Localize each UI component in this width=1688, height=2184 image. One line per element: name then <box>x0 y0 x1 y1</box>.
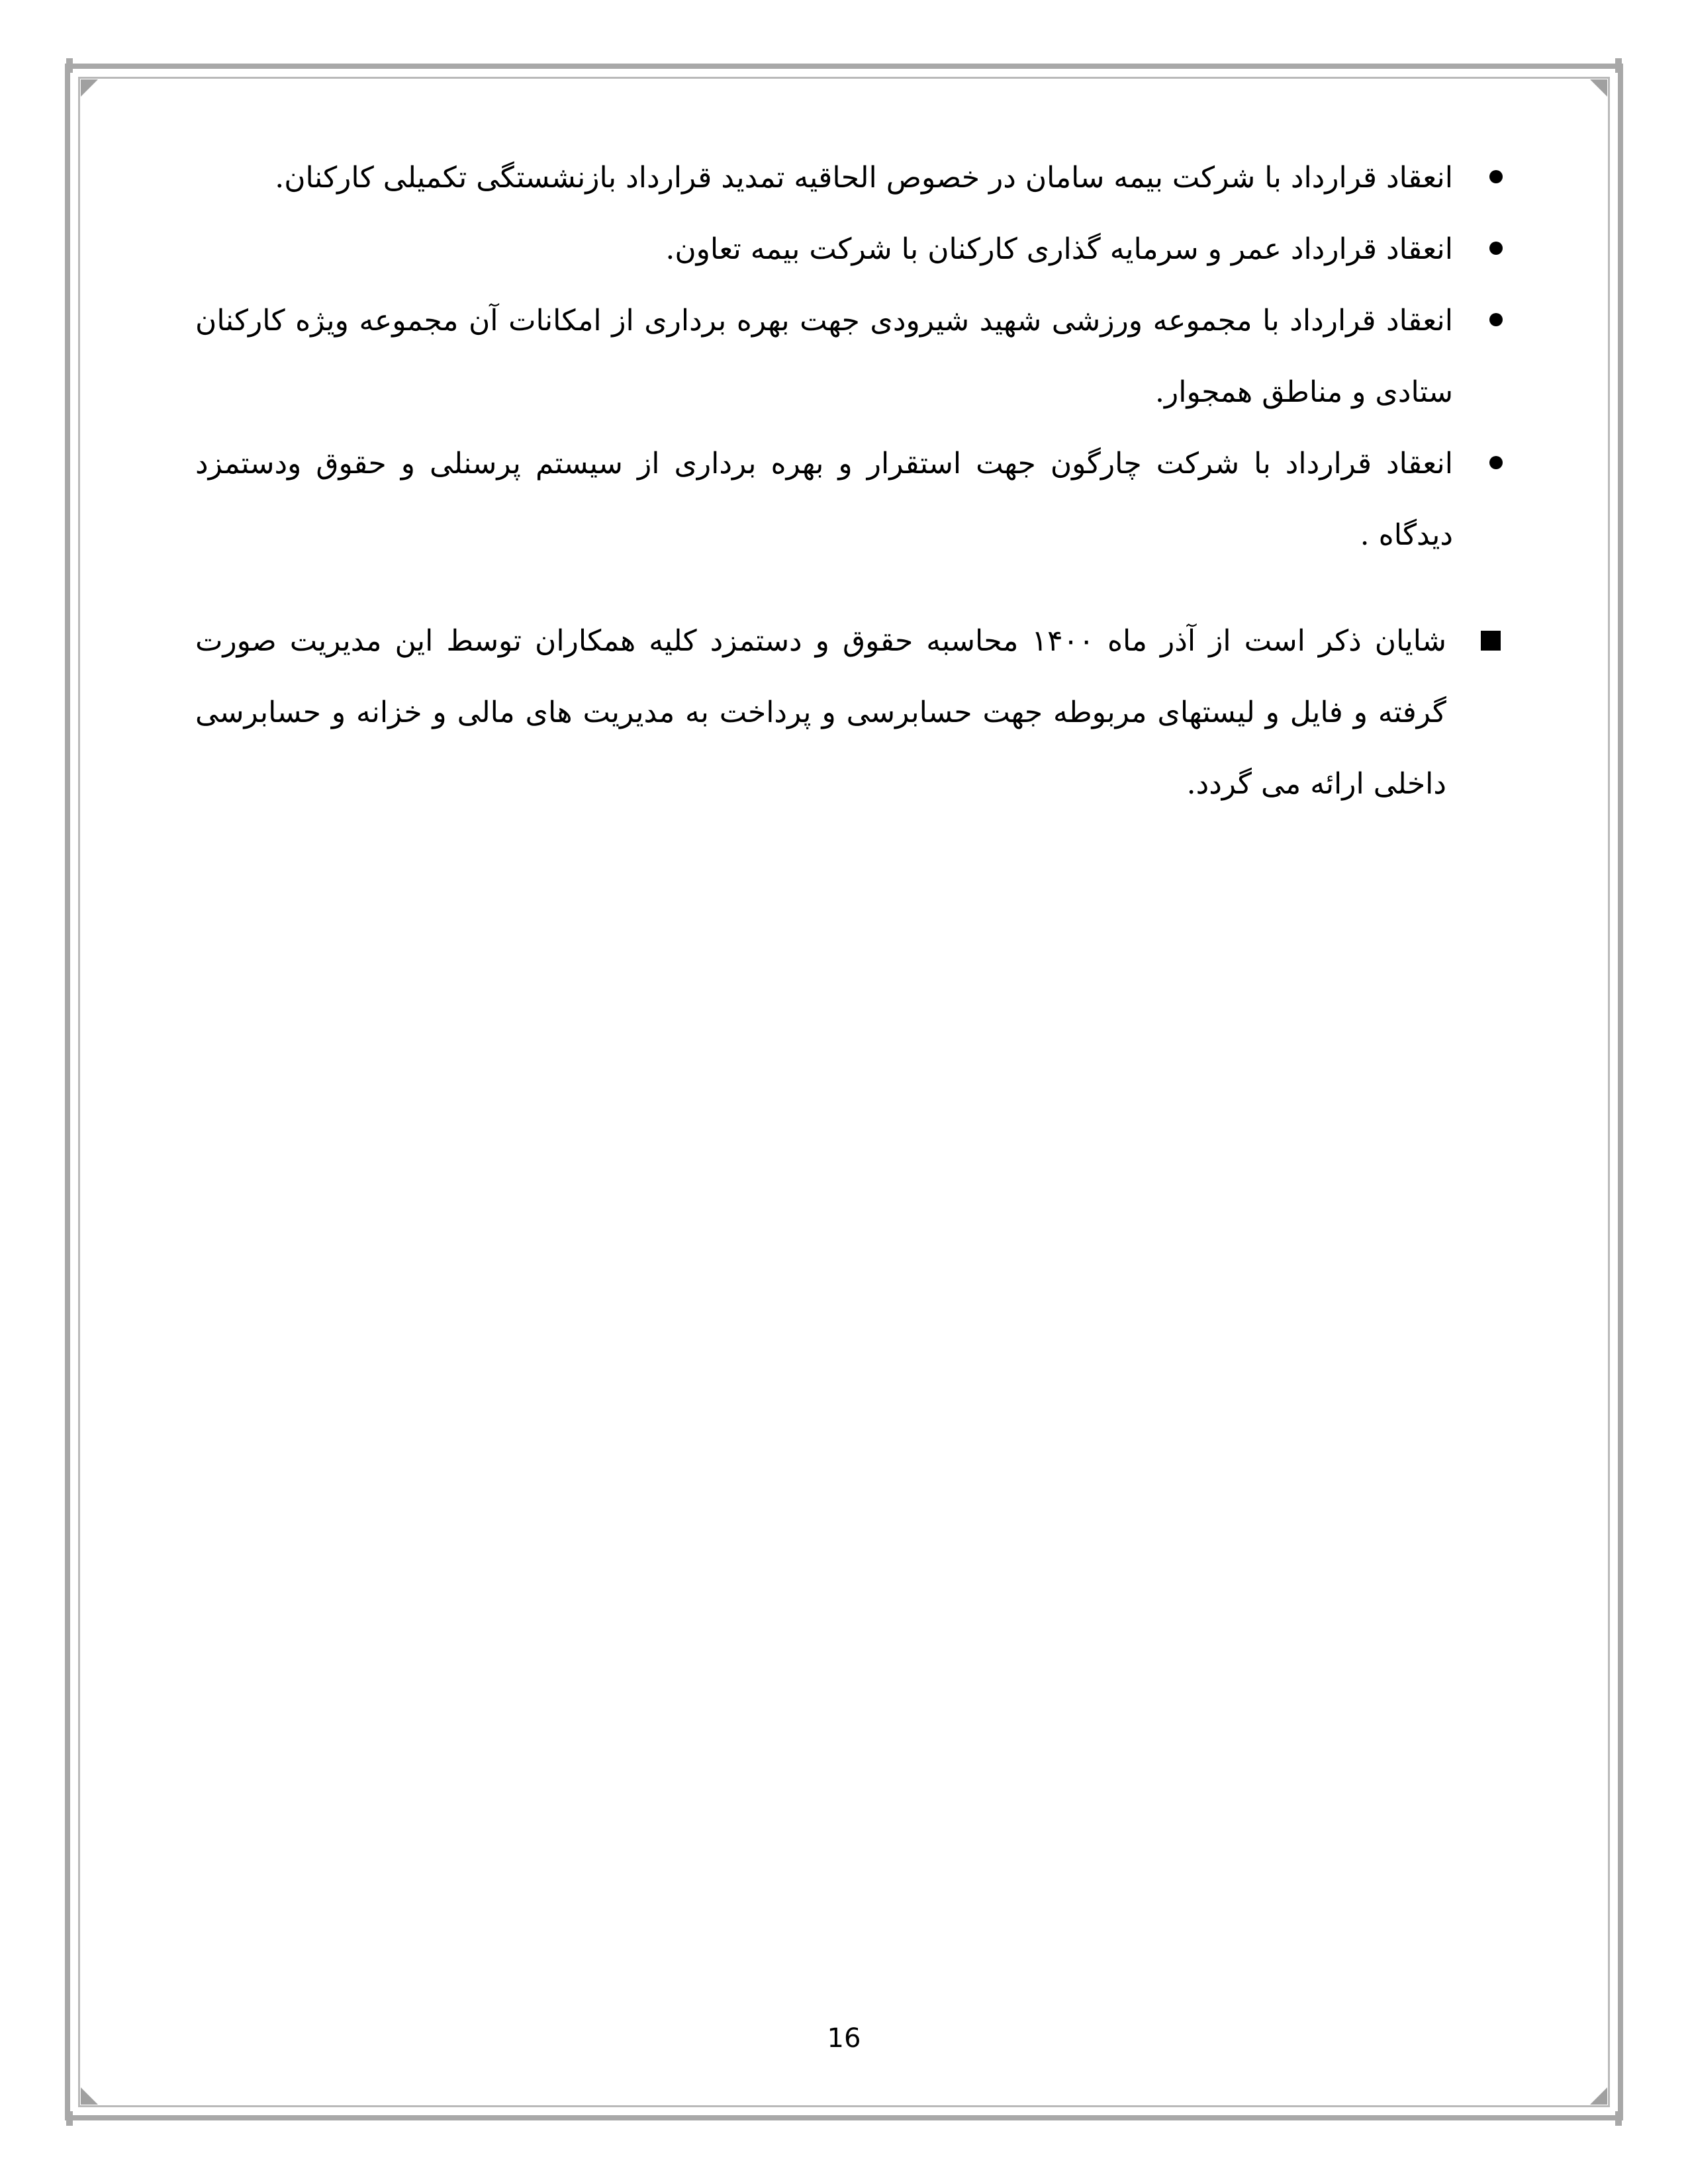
bullet-dot-icon <box>1489 170 1503 183</box>
bullet-dot-icon <box>1489 313 1503 326</box>
corner-ornament-bottom-right <box>1590 2087 1607 2105</box>
payroll-note <box>195 606 1453 820</box>
frame-tick <box>1615 58 1622 73</box>
square-bullet-icon <box>1481 631 1501 651</box>
bullet-dot-icon <box>1489 456 1503 469</box>
corner-ornament-top-left <box>81 79 98 97</box>
document-body <box>195 142 1453 820</box>
list-item <box>195 214 1453 285</box>
list-item-text: انعقاد قرارداد عمر و سرمایه گذاری کارکنان با شرکت بیمه تعاون. <box>665 232 1453 266</box>
page-number: 16 <box>827 2023 861 2054</box>
bullet-dot-icon <box>1489 242 1503 255</box>
contract-list <box>195 142 1453 571</box>
payroll-note-text: شایان ذکر است از آذر ماه ۱۴۰۰ محاسبه حقوق و دستمزد کلیه همکاران توسط این مدیریت صورت گرفته و فایل و لیستهای مربوطه جهت حسابرسی و پرداخت به مدیریت های مالی و خزانه و حسابرسی داخلی ارائه می گردد. <box>195 624 1446 801</box>
list-item <box>195 142 1453 214</box>
list-item-text: انعقاد قرارداد با شرکت بیمه سامان در خصوص الحاقیه تمدید قرارداد بازنشستگی تکمیلی کارکنان. <box>275 161 1453 195</box>
list-item-text: انعقاد قرارداد با مجموعه ورزشی شهید شیرودی جهت بهره برداری از امکانات آن مجموعه ویژه کارکنان ستادی و مناطق همجوار. <box>195 304 1453 409</box>
frame-tick <box>66 58 73 73</box>
frame-tick <box>1615 2111 1622 2126</box>
list-item-text: انعقاد قرارداد با شرکت چارگون جهت استقرار و بهره برداری از سیستم پرسنلی و حقوق ودستمزد دیدگاه . <box>195 447 1453 552</box>
list-item <box>195 285 1453 428</box>
frame-tick <box>66 2111 73 2126</box>
corner-ornament-top-right <box>1590 79 1607 97</box>
list-item <box>195 428 1453 571</box>
corner-ornament-bottom-left <box>81 2087 98 2105</box>
